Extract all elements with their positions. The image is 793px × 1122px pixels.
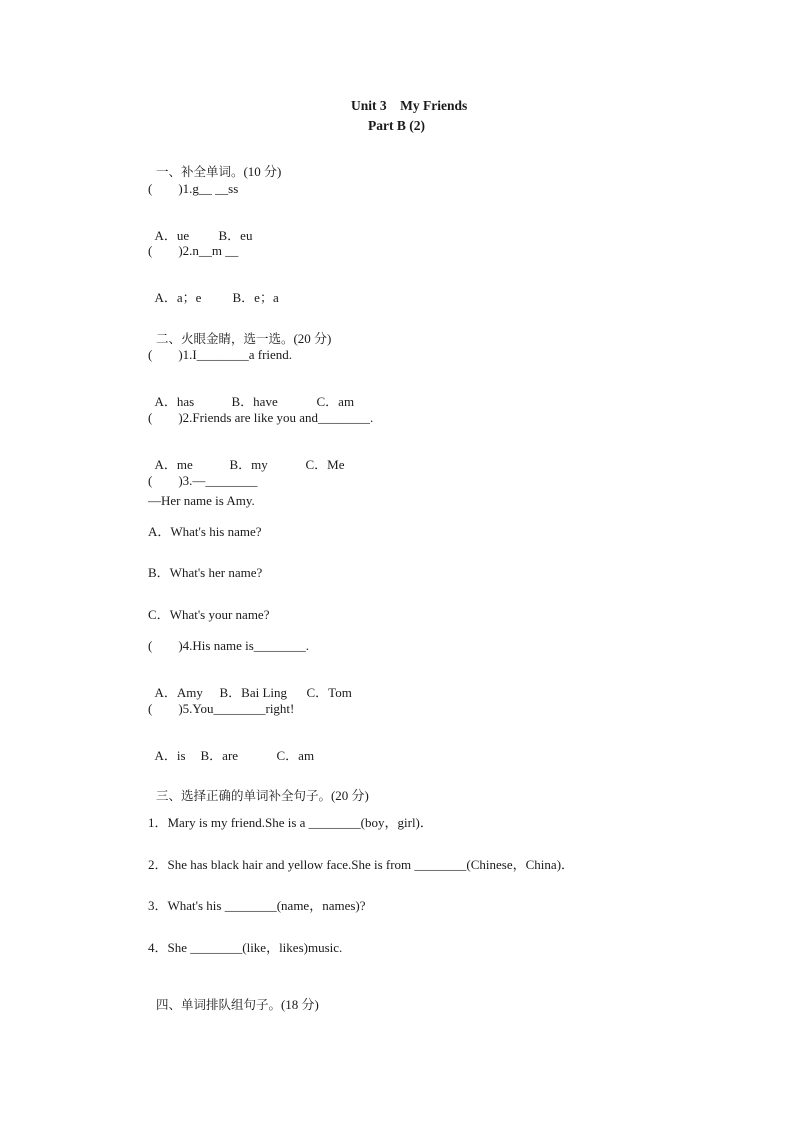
section-1-heading xyxy=(148,148,281,180)
s2-q2-option-b: B．my xyxy=(229,457,268,472)
s2-q5-option-a: A．is xyxy=(154,748,186,763)
s1-q2-options xyxy=(148,274,279,306)
s1-q2-option-b: B．e；a xyxy=(232,290,279,305)
section-1-points: (10 分) xyxy=(243,164,282,179)
section-4-heading-text: 四、单词排队组句子。 xyxy=(155,997,281,1012)
s2-q5-option-c: C．am xyxy=(276,748,315,763)
s2-q4-option-a: A．Amy xyxy=(154,685,203,700)
s2-q1-stem: ( )1.I________a friend. xyxy=(148,347,293,362)
section-4-points: (18 分) xyxy=(280,997,319,1012)
s2-q3-option-c: C．What's your name? xyxy=(148,607,270,622)
s2-q4-option-c: C．Tom xyxy=(306,685,352,700)
s2-q4-option-b: B．Bai Ling xyxy=(219,685,288,700)
section-3-points: (20 分) xyxy=(330,788,369,803)
s1-q2-option-a: A．a；e xyxy=(154,290,202,305)
s2-q2-options xyxy=(148,441,345,473)
s1-q1-stem: ( )1.g__ __ss xyxy=(148,181,239,196)
s2-q4-options xyxy=(148,669,352,701)
s2-q2-stem: ( )2.Friends are like you and________. xyxy=(148,410,374,425)
s2-q4-stem: ( )4.His name is________. xyxy=(148,638,310,653)
s2-q1-option-b: B．have xyxy=(231,394,278,409)
s3-item-1: 1．Mary is my friend.She is a ________(boy，girl)． xyxy=(148,815,433,830)
s3-item-3: 3．What's his ________(name，names)? xyxy=(148,898,366,913)
s3-item-2: 2．She has black hair and yellow face.She is from ________(Chinese，China)． xyxy=(148,857,575,872)
s2-q3-stem: ( )3.—________ xyxy=(148,473,258,488)
section-3-heading-text: 三、选择正确的单词补全句子。 xyxy=(155,788,331,803)
s1-q1-option-a: A．ue xyxy=(154,228,190,243)
section-3-heading xyxy=(148,772,369,804)
s2-q5-options xyxy=(148,732,314,764)
section-1-heading-text: 一、补全单词。 xyxy=(155,164,244,179)
section-2-points: (20 分) xyxy=(293,331,332,346)
document-title: Unit 3 My Friends xyxy=(351,98,468,113)
s1-q1-option-b: B．eu xyxy=(218,228,253,243)
s2-q3-option-b: B．What's her name? xyxy=(148,565,263,580)
s1-q2-stem: ( )2.n__m __ xyxy=(148,243,239,258)
s2-q3-option-a: A．What's his name? xyxy=(148,524,262,539)
s2-q1-option-c: C．am xyxy=(316,394,355,409)
s2-q5-stem: ( )5.You________right! xyxy=(148,701,295,716)
s3-item-4: 4．She ________(like，likes)music. xyxy=(148,940,343,955)
section-4-heading xyxy=(148,981,319,1013)
s2-q3-stem-answer: —Her name is Amy. xyxy=(148,493,255,508)
section-2-heading-text: 二、火眼金睛，选一选。 xyxy=(155,331,294,346)
s2-q2-option-a: A．me xyxy=(154,457,193,472)
s1-q1-options xyxy=(148,212,252,244)
s2-q1-options xyxy=(148,378,354,410)
s2-q2-option-c: C．Me xyxy=(305,457,345,472)
document-subtitle: Part B (2) xyxy=(368,118,425,133)
section-2-heading xyxy=(148,315,331,347)
s2-q1-option-a: A．has xyxy=(154,394,195,409)
s2-q5-option-b: B．are xyxy=(200,748,239,763)
